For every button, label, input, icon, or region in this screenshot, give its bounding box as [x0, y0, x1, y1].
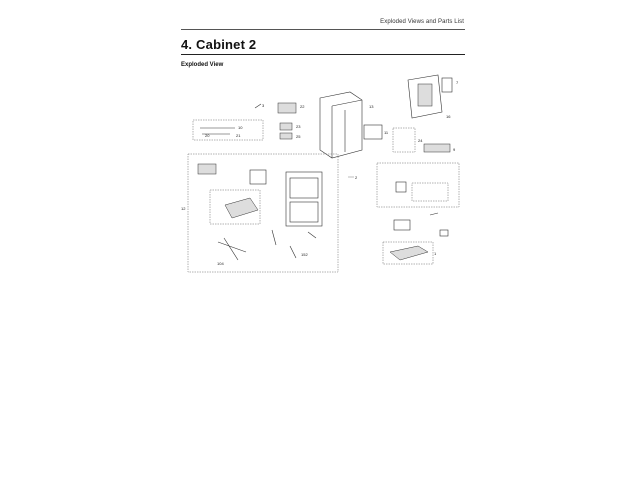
cabinet-body — [320, 92, 362, 158]
drawer-pin — [290, 246, 296, 258]
drawer-frame — [286, 172, 322, 226]
callout-104: 104 — [217, 261, 224, 266]
control-bracket — [424, 144, 450, 152]
cabinet-side-cover — [364, 125, 382, 139]
callout-10: 10 — [238, 125, 243, 130]
callout-1: 1 — [434, 251, 437, 256]
callout-152: 152 — [301, 252, 308, 257]
callout-12: 12 — [181, 206, 186, 211]
cover-plate — [390, 246, 428, 260]
back-panel-bracket — [442, 78, 452, 92]
exploded-view-subtitle: Exploded View — [181, 62, 224, 68]
bracket-part-mid — [280, 123, 292, 130]
small-bracket — [440, 230, 448, 236]
callout-11: 11 — [384, 130, 389, 135]
drawer-part-a — [198, 164, 216, 174]
callout-16: 16 — [446, 114, 451, 119]
callout-20: 20 — [205, 133, 210, 138]
callout-7: 7 — [456, 80, 459, 85]
small-pin — [430, 213, 438, 215]
back-panel-insert — [418, 84, 432, 106]
callout-25: 25 — [296, 134, 301, 139]
drawer-tray — [225, 198, 258, 218]
drawer-frame-lower — [290, 202, 318, 222]
running-header: Exploded Views and Parts List — [380, 19, 464, 25]
exploded-view-diagram — [180, 70, 470, 280]
callout-9: 9 — [453, 147, 456, 152]
callout-21: 21 — [236, 133, 241, 138]
drawer-rail-cross — [224, 238, 238, 260]
drawer-frame-upper — [290, 178, 318, 198]
screw-part — [255, 104, 261, 108]
drawer-clip — [308, 232, 316, 238]
section-rule — [181, 54, 465, 55]
callout-22: 22 — [300, 104, 305, 109]
ice-maker-subgroup — [412, 183, 448, 201]
header-rule — [181, 29, 465, 30]
top-left-parts-group — [193, 120, 263, 140]
callout-2: 2 — [355, 175, 358, 180]
section-title: 4. Cabinet 2 — [181, 37, 257, 52]
callout-23: 23 — [296, 124, 301, 129]
drawer-part-b — [250, 170, 266, 184]
right-parts-group — [393, 128, 415, 152]
motor-part — [394, 220, 410, 230]
ice-maker-part — [396, 182, 406, 192]
drawer-stud — [272, 230, 276, 245]
callout-24: 24 — [418, 138, 423, 143]
ice-maker-group — [377, 163, 459, 207]
cabinet-top-edge — [332, 100, 362, 106]
callout-13: 13 — [369, 104, 374, 109]
bracket-part-low — [280, 133, 292, 139]
callout-3: 3 — [262, 103, 265, 108]
bracket-part-top — [278, 103, 296, 113]
